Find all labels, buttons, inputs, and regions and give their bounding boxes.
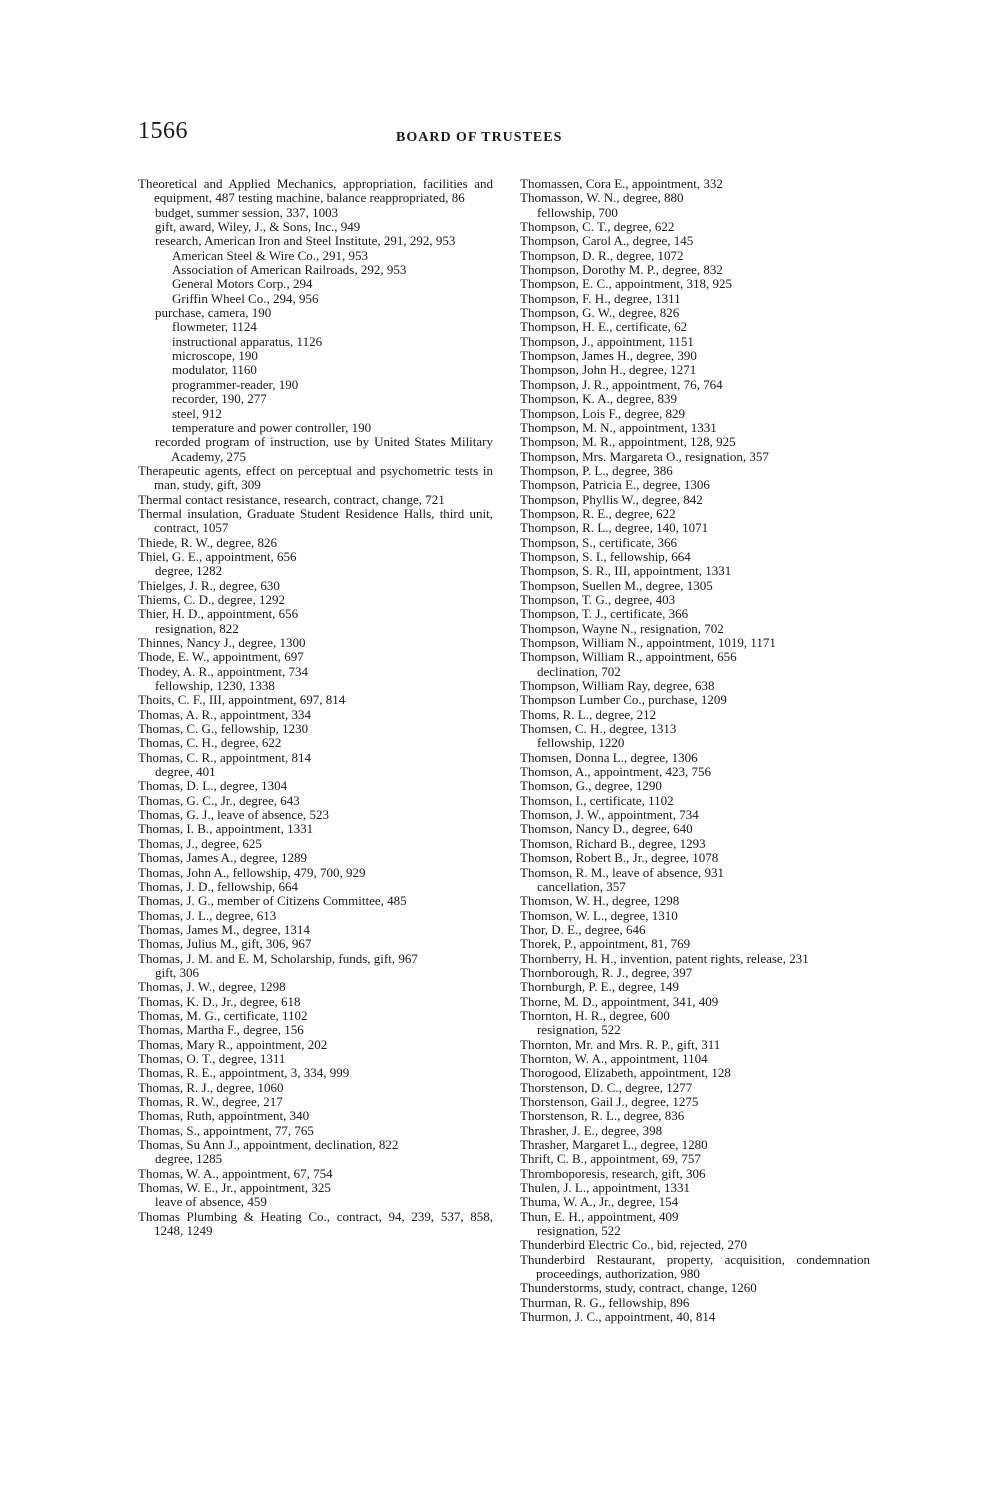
index-entry: Thermal insulation, Graduate Student Residence Halls, third unit, contract, 1057: [138, 505, 493, 536]
index-entry: Thomas, R. E., appointment, 3, 334, 999: [138, 1065, 350, 1081]
index-entry: Thomassen, Cora E., appointment, 332: [520, 176, 723, 191]
running-head: BOARD OF TRUSTEES: [396, 130, 563, 145]
index-entry: Thompson, R. L., degree, 140, 1071: [520, 520, 709, 536]
index-subentry: modulator, 1160: [172, 362, 257, 378]
index-subentry: recorder, 190, 277: [172, 391, 267, 407]
index-entry: Thompson, M. R., appointment, 128, 925: [520, 434, 736, 450]
page-header: [138, 118, 870, 152]
index-entry: Thompson, E. C., appointment, 318, 925: [520, 276, 732, 292]
index-entry: Thompson, T. J., certificate, 366: [520, 606, 689, 622]
index-subentry: degree, 401: [155, 764, 216, 780]
index-entry: Thode, E. W., appointment, 697: [138, 649, 304, 665]
index-entry: Thomson, Nancy D., degree, 640: [520, 821, 693, 837]
index-entry: Thulen, J. L., appointment, 1331: [520, 1180, 691, 1196]
index-entry: Thomas, I. B., appointment, 1331: [138, 821, 314, 837]
index-subentry: Association of American Railroads, 292, 953: [172, 262, 407, 278]
index-entry: Thompson, F. H., degree, 1311: [520, 290, 681, 306]
index-entry: Thompson, J., appointment, 1151: [520, 333, 694, 349]
index-subentry: steel, 912: [172, 405, 222, 421]
index-entry: Therapeutic agents, effect on perceptual and psychometric tests in man, study, gift, 309: [138, 462, 493, 493]
index-entry: Thompson, G. W., degree, 826: [520, 305, 680, 321]
index-subentry: research, American Iron and Steel Institute, 291, 292, 953: [155, 233, 456, 249]
index-entry: Thielges, J. R., degree, 630: [138, 577, 280, 593]
index-entry: Thomson, W. H., degree, 1298: [520, 893, 680, 909]
index-entry: Thomson, R. M., leave of absence, 931: [520, 864, 724, 880]
index-subentry: gift, award, Wiley, J., & Sons, Inc., 949: [155, 219, 361, 235]
index-entry: Thomas, J. D., fellowship, 664: [138, 878, 298, 894]
index-entry: Thomson, J. W., appointment, 734: [520, 807, 699, 823]
index-entry: Thompson, T. G., degree, 403: [520, 591, 676, 607]
index-subentry: flowmeter, 1124: [172, 319, 257, 335]
index-entry: Thompson, William N., appointment, 1019, 1171: [520, 635, 776, 650]
index-entry: Thompson, M. N., appointment, 1331: [520, 419, 717, 435]
index-entry: Thorstenson, Gail J., degree, 1275: [520, 1094, 699, 1109]
index-entry: Thornton, H. R., degree, 600: [520, 1007, 670, 1023]
page-number: 1566: [138, 118, 188, 144]
index-column-right: [520, 177, 870, 1325]
index-entry: Thomas, K. D., Jr., degree, 618: [138, 993, 301, 1009]
index-entry: Thomas, J. W., degree, 1298: [138, 979, 286, 995]
index-entry: Thor, D. E., degree, 646: [520, 921, 646, 937]
index-entry: Thorogood, Elizabeth, appointment, 128: [520, 1065, 731, 1081]
index-entry: Thomson, A., appointment, 423, 756: [520, 764, 712, 780]
index-entry: Thompson, S., certificate, 366: [520, 534, 678, 550]
index-subentry: fellowship, 1220: [537, 735, 625, 751]
index-entry: Thiems, C. D., degree, 1292: [138, 591, 285, 607]
index-entry: Thompson, Patricia E., degree, 1306: [520, 477, 710, 493]
index-subentry: degree, 1282: [155, 563, 223, 579]
index-entry: Thomas, J., degree, 625: [138, 835, 262, 851]
index-entry: Thier, H. D., appointment, 656: [138, 606, 299, 622]
index-entry: Thompson, William R., appointment, 656: [520, 649, 737, 665]
index-entry: Thrift, C. B., appointment, 69, 757: [520, 1151, 701, 1167]
index-entry: Thomas, A. R., appointment, 334: [138, 706, 311, 722]
index-subentry: programmer-reader, 190: [172, 376, 299, 392]
index-entry: Thomas, Su Ann J., appointment, declination, 822: [138, 1137, 399, 1153]
index-subentry: leave of absence, 459: [155, 1194, 267, 1210]
index-entry: Thompson, Phyllis W., degree, 842: [520, 491, 703, 507]
index-entry: Thorek, P., appointment, 81, 769: [520, 936, 691, 952]
index-entry: Thorstenson, R. L., degree, 836: [520, 1108, 685, 1124]
index-entry: Thomas, J. L., degree, 613: [138, 907, 277, 923]
index-entry: Thomas, Ruth, appointment, 340: [138, 1108, 310, 1124]
index-entry: Thomas, J. G., member of Citizens Committee, 485: [138, 893, 407, 909]
index-entry: Thompson, Suellen M., degree, 1305: [520, 577, 713, 593]
index-entry: Thomas, R. J., degree, 1060: [138, 1079, 284, 1095]
index-entry: Thornton, Mr. and Mrs. R. P., gift, 311: [520, 1036, 721, 1052]
index-entry: Thomson, W. L., degree, 1310: [520, 907, 678, 923]
index-subentry: General Motors Corp., 294: [172, 276, 313, 292]
index-entry: Thomas, C. H., degree, 622: [138, 735, 282, 751]
index-entry: Thomson, Robert B., Jr., degree, 1078: [520, 850, 719, 866]
index-subentry: cancellation, 357: [537, 878, 626, 894]
index-subentry: American Steel & Wire Co., 291, 953: [172, 247, 369, 263]
index-entry: Thomsen, Donna L., degree, 1306: [520, 749, 698, 765]
index-subentry: Griffin Wheel Co., 294, 956: [172, 290, 319, 306]
index-subentry: resignation, 522: [537, 1223, 621, 1239]
index-entry: Thromboporesis, research, gift, 306: [520, 1165, 706, 1181]
index-entry: Thompson, Lois F., degree, 829: [520, 405, 686, 421]
index-entry: Thomas, John A., fellowship, 479, 700, 929: [138, 864, 366, 880]
index-entry: Thomas, James A., degree, 1289: [138, 850, 307, 866]
index-entry: Thompson, H. E., certificate, 62: [520, 319, 688, 335]
index-entry: Thomas, C. R., appointment, 814: [138, 749, 311, 765]
index-entry: Thunderstorms, study, contract, change, 1260: [520, 1280, 757, 1296]
index-subentry: resignation, 522: [537, 1022, 621, 1038]
index-subentry: purchase, camera, 190: [155, 305, 272, 321]
index-entry: Thornborough, R. J., degree, 397: [520, 964, 693, 980]
index-entry: Thurmon, J. C., appointment, 40, 814: [520, 1309, 716, 1325]
index-entry: Thrasher, Margaret L., degree, 1280: [520, 1137, 708, 1153]
index-entry: Thompson, K. A., degree, 839: [520, 391, 678, 407]
index-entry: Thomas, M. G., certificate, 1102: [138, 1007, 308, 1023]
index-entry: Thomsen, C. H., degree, 1313: [520, 721, 677, 737]
index-subentry: microscope, 190: [172, 348, 258, 364]
index-entry: Thorstenson, D. C., degree, 1277: [520, 1079, 693, 1095]
index-entry: Thompson, Mrs. Margareta O., resignation, 357: [520, 448, 769, 464]
index-entry: Thomas Plumbing & Heating Co., contract, 94, 239, 537, 858, 1248, 1249: [138, 1208, 493, 1239]
index-subentry: budget, summer session, 337, 1003: [155, 204, 339, 220]
index-entry: Thomas, G. C., Jr., degree, 643: [138, 792, 300, 808]
index-entry: Thomas, G. J., leave of absence, 523: [138, 807, 329, 823]
index-entry: Thermal contact resistance, research, contract, change, 721: [138, 491, 445, 507]
index-entry: Theoretical and Applied Mechanics, appropriation, facilities and equipment, 487 testing machine, balance reappropriated, 86: [138, 176, 493, 206]
index-subentry: temperature and power controller, 190: [172, 419, 372, 435]
index-entry: Thomas, D. L., degree, 1304: [138, 778, 288, 794]
index-entry: Thompson, S. R., III, appointment, 1331: [520, 563, 732, 579]
index-entry: Thompson, William Ray, degree, 638: [520, 678, 715, 694]
index-entry: Thunderbird Restaurant, property, acquisition, condemnation proceedings, authorization, 980: [520, 1251, 870, 1282]
index-entry: Thorne, M. D., appointment, 341, 409: [520, 993, 719, 1009]
index-entry: Thomas, W. A., appointment, 67, 754: [138, 1165, 333, 1181]
index-subentry: instructional apparatus, 1126: [172, 333, 323, 349]
index-entry: Thunderbird Electric Co., bid, rejected, 270: [520, 1237, 748, 1253]
index-entry: Thomas, R. W., degree, 217: [138, 1094, 283, 1109]
index-entry: Thompson, J. R., appointment, 76, 764: [520, 376, 723, 392]
index-entry: Thompson, Carol A., degree, 145: [520, 233, 694, 249]
index-entry: Thuma, W. A., Jr., degree, 154: [520, 1194, 679, 1210]
index-entry: Thomas, C. G., fellowship, 1230: [138, 721, 309, 737]
index-entry: Thomas, Julius M., gift, 306, 967: [138, 936, 312, 952]
index-subentry: declination, 702: [537, 663, 621, 679]
index-entry: Thoms, R. L., degree, 212: [520, 706, 657, 722]
index-entry: Thompson, R. E., degree, 622: [520, 505, 676, 521]
index-entry: Thornberry, H. H., invention, patent rights, release, 231: [520, 950, 809, 966]
index-entry: Thomson, Richard B., degree, 1293: [520, 835, 706, 851]
index-subentry: degree, 1285: [155, 1151, 223, 1167]
index-entry: Thompson, S. I., fellowship, 664: [520, 548, 691, 564]
index-entry: Thurman, R. G., fellowship, 896: [520, 1294, 690, 1310]
index-entry: Thoits, C. F., III, appointment, 697, 814: [138, 692, 346, 708]
index-entry: Thomson, G., degree, 1290: [520, 778, 662, 794]
index-entry: Thomas, O. T., degree, 1311: [138, 1050, 286, 1066]
index-entry: Thomas, James M., degree, 1314: [138, 921, 310, 937]
index-entry: Thompson, Wayne N., resignation, 702: [520, 620, 724, 636]
index-entry: Thodey, A. R., appointment, 734: [138, 663, 308, 679]
index-entry: Thiede, R. W., degree, 826: [138, 534, 277, 550]
index-subentry: fellowship, 700: [537, 204, 618, 220]
index-subentry: recorded program of instruction, use by United States Military Academy, 275: [155, 434, 493, 464]
index-entry: Thompson, D. R., degree, 1072: [520, 247, 684, 263]
index-entry: Thompson, John H., degree, 1271: [520, 362, 697, 378]
index-entry: Thrasher, J. E., degree, 398: [520, 1122, 663, 1138]
index-entry: Thomasson, W. N., degree, 880: [520, 190, 684, 206]
index-subentry: resignation, 822: [155, 620, 239, 636]
index-entry: Thompson, P. L., degree, 386: [520, 462, 673, 478]
index-entry: Thomas, Mary R., appointment, 202: [138, 1036, 328, 1052]
index-entry: Thompson, Dorothy M. P., degree, 832: [520, 262, 723, 278]
index-entry: Thomas, W. E., Jr., appointment, 325: [138, 1180, 331, 1196]
index-entry: Thomas, S., appointment, 77, 765: [138, 1122, 314, 1138]
index-entry: Thornburgh, P. E., degree, 149: [520, 979, 679, 995]
index-entry: Thompson, C. T., degree, 622: [520, 219, 675, 235]
index-entry: Thiel, G. E., appointment, 656: [138, 548, 297, 564]
index-entry: Thomas, J. M. and E. M, Scholarship, funds, gift, 967: [138, 950, 418, 966]
index-entry: Thinnes, Nancy J., degree, 1300: [138, 635, 306, 650]
index-entry: Thompson, James H., degree, 390: [520, 348, 697, 364]
index-entry: Thun, E. H., appointment, 409: [520, 1208, 679, 1224]
index-column-left: [138, 177, 493, 1238]
index-entry: Thornton, W. A., appointment, 1104: [520, 1050, 708, 1066]
index-subentry: gift, 306: [155, 964, 200, 980]
index-entry: Thompson Lumber Co., purchase, 1209: [520, 692, 727, 708]
index-subentry: fellowship, 1230, 1338: [155, 678, 275, 694]
index-entry: Thomas, Martha F., degree, 156: [138, 1022, 304, 1038]
index-entry: Thomson, I., certificate, 1102: [520, 792, 674, 808]
